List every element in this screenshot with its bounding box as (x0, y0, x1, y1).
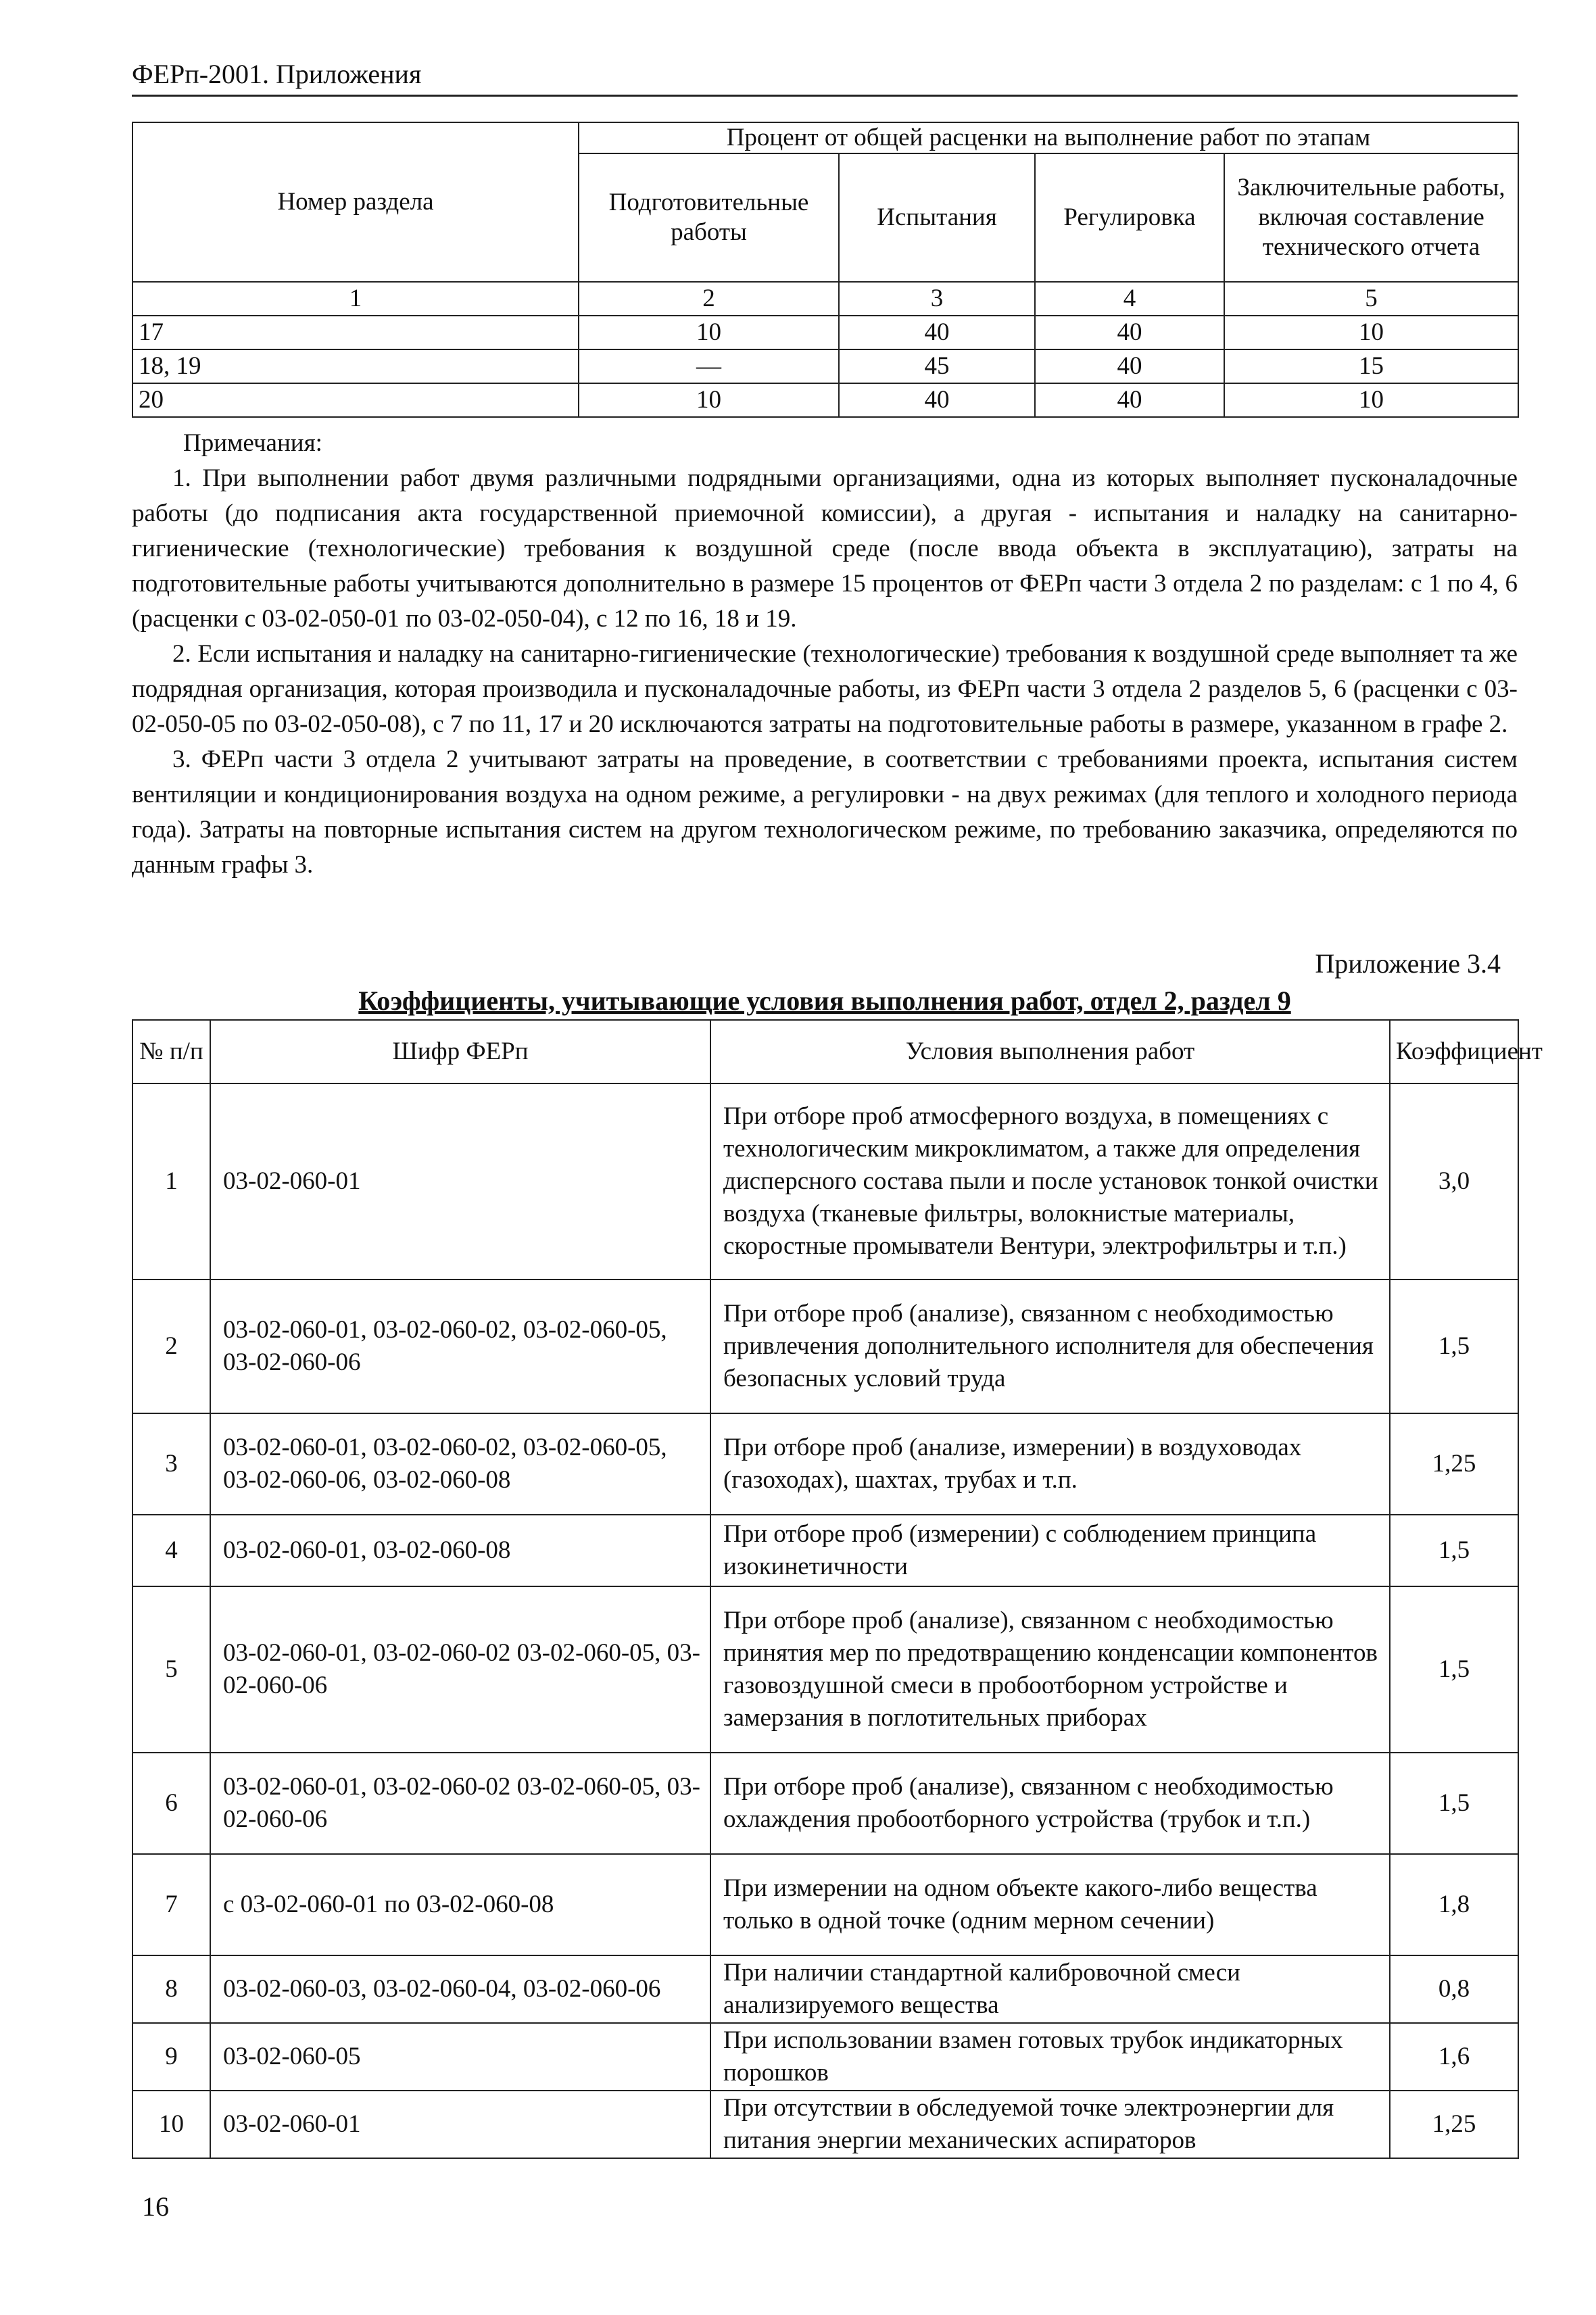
page-header-title: ФЕРп-2001. Приложения (132, 59, 422, 89)
col-num: 2 (579, 282, 839, 316)
conditions-cell: При отборе проб (измерении) с соблюдением принципа изокинетичности (710, 1515, 1390, 1586)
table-row (132, 1854, 1518, 1955)
conditions-cell: При наличии стандартной калибровочной смеси анализируемого вещества (710, 1955, 1390, 2023)
col-num: 4 (1035, 282, 1224, 316)
col-adjust-header: Регулировка (1035, 153, 1224, 282)
table-row (132, 349, 1518, 383)
conditions-cell: При отборе проб (анализе), связанном с необходимостью охлаждения пробоотборного устройства (трубок и т.п.) (710, 1753, 1390, 1854)
col-prep-header: Подготовительные работы (579, 153, 839, 282)
table-row (132, 1955, 1518, 2023)
notes-heading: Примечания: (183, 429, 322, 457)
conditions-cell: При отборе проб (анализе, измерении) в воздуховодах (газоходах), шахтах, трубах и т.п. (710, 1413, 1390, 1515)
table-row (132, 1413, 1518, 1515)
code-cell: 03-02-060-01 (210, 1083, 710, 1280)
note-item: 1. При выполнении работ двумя различными подрядными организациями, одна из которых выполняет пусконаладочные работы (до подписания акта государственной приемочной комиссии), а другая - испытания и наладку на санитарно-гигиенические (технологические) требования к воздушной среде (после ввода объекта в эксплуатацию), затраты на подготовительные работы учитываются дополнительно в размере 15 процентов от ФЕРп части 3 отдела 2 по разделам: с 1 по 4, 6 (расценки с 03-02-050-01 по 03-02-050-04), с 12 по 16, 18 и 19. (132, 464, 1518, 633)
row-number: 7 (132, 1854, 210, 1955)
value-cell: 10 (1224, 383, 1518, 417)
row-number: 10 (132, 2091, 210, 2158)
code-cell: 03-02-060-01, 03-02-060-02, 03-02-060-05, 03-02-060-06 (210, 1280, 710, 1413)
col-num-header: № п/п (132, 1020, 210, 1083)
value-cell: 45 (839, 349, 1035, 383)
table-caption (132, 984, 1518, 1018)
row-number: 3 (132, 1413, 210, 1515)
note-item: 3. ФЕРп части 3 отдела 2 учитывают затраты на проведение, в соответствии с требованиями проекта, испытания систем вентиляции и кондиционирования воздуха на одном режиме, а регулировки - на двух режимах (для теплого и холодного периода года). Затраты на повторные испытания систем на другом технологическом режиме, по требованию заказчика, определяются по данным графы 3. (132, 746, 1518, 879)
coefficient-cell: 1,5 (1390, 1753, 1518, 1854)
col-final-header: Заключительные работы, включая составление технического отчета (1224, 153, 1518, 282)
coefficient-cell: 1,25 (1390, 1413, 1518, 1515)
appendix-label: Приложение 3.4 (1315, 948, 1501, 979)
coefficient-cell: 3,0 (1390, 1083, 1518, 1280)
value-cell: 15 (1224, 349, 1518, 383)
value-cell: 40 (1035, 316, 1224, 349)
row-number: 5 (132, 1586, 210, 1753)
value-cell: 40 (1035, 383, 1224, 417)
group-header: Процент от общей расценки на выполнение работ по этапам (579, 122, 1518, 153)
column-number-row (132, 282, 1518, 316)
row-number: 4 (132, 1515, 210, 1586)
value-cell: 40 (839, 383, 1035, 417)
coefficient-cell: 1,8 (1390, 1854, 1518, 1955)
coefficient-cell: 1,5 (1390, 1586, 1518, 1753)
code-cell: 03-02-060-01, 03-02-060-02 03-02-060-05, 03-02-060-06 (210, 1753, 710, 1854)
note-item: 2. Если испытания и наладку на санитарно-гигиенические (технологические) требования к воздушной среде выполняет та же подрядная организация, которая производила и пусконаладочные работы, из ФЕРп части 3 отдела 2 разделов 5, 6 (расценки с 03-02-050-05 по 03-02-050-08), с 7 по 11, 17 и 20 исключаются затраты на подготовительные работы в размере, указанном в графе 2. (132, 640, 1518, 738)
notes-section (132, 426, 1518, 883)
code-cell: 03-02-060-01 (210, 2091, 710, 2158)
value-cell: 10 (579, 383, 839, 417)
col-num: 5 (1224, 282, 1518, 316)
stage-percentage-table (132, 122, 1519, 418)
table-row (132, 1753, 1518, 1854)
section-cell: 17 (132, 316, 579, 349)
conditions-cell: При отборе проб (анализе), связанном с необходимостью принятия мер по предотвращению конденсации компонентов газовоздушной смеси в пробоотборном устройстве и замерзания в поглотительных приборах (710, 1586, 1390, 1753)
coefficient-cell: 1,5 (1390, 1515, 1518, 1586)
col-num: 1 (132, 282, 579, 316)
row-number: 2 (132, 1280, 210, 1413)
col-coefficient-header: Коэффициент (1390, 1020, 1518, 1083)
table-row (132, 1280, 1518, 1413)
code-cell: 03-02-060-05 (210, 2023, 710, 2091)
coefficient-cell: 0,8 (1390, 1955, 1518, 2023)
conditions-cell: При измерении на одном объекте какого-либо вещества только в одной точке (одним мерном сечении) (710, 1854, 1390, 1955)
coefficients-table (132, 1019, 1543, 2159)
value-cell: 40 (839, 316, 1035, 349)
value-cell: — (579, 349, 839, 383)
coefficient-cell: 1,5 (1390, 1280, 1518, 1413)
value-cell: 40 (1035, 349, 1224, 383)
row-number: 1 (132, 1083, 210, 1280)
table-row (132, 1586, 1518, 1753)
table-row (132, 2091, 1518, 2158)
value-cell: 10 (579, 316, 839, 349)
col-code-header: Шифр ФЕРп (210, 1020, 710, 1083)
col-conditions-header: Условия выполнения работ (710, 1020, 1390, 1083)
col-test-header: Испытания (839, 153, 1035, 282)
table-row (132, 1083, 1518, 1280)
code-cell: 03-02-060-01, 03-02-060-02, 03-02-060-05, 03-02-060-06, 03-02-060-08 (210, 1413, 710, 1515)
code-cell: 03-02-060-01, 03-02-060-08 (210, 1515, 710, 1586)
coefficient-cell: 1,25 (1390, 2091, 1518, 2158)
row-number: 6 (132, 1753, 210, 1854)
table-row (132, 2023, 1518, 2091)
table-row (132, 383, 1518, 417)
table-row (132, 1515, 1518, 1586)
table-row (132, 316, 1518, 349)
table-caption-text: Коэффициенты, учитывающие условия выполнения работ, отдел 2, раздел 9 (358, 985, 1291, 1016)
value-cell: 10 (1224, 316, 1518, 349)
conditions-cell: При использовании взамен готовых трубок индикаторных порошков (710, 2023, 1390, 2091)
page-number: 16 (142, 2191, 169, 2222)
conditions-cell: При отсутствии в обследуемой точке электроэнергии для питания энергии механических аспираторов (710, 2091, 1390, 2158)
code-cell: 03-02-060-03, 03-02-060-04, 03-02-060-06 (210, 1955, 710, 2023)
col-section-header: Номер раздела (132, 122, 579, 282)
code-cell: с 03-02-060-01 по 03-02-060-08 (210, 1854, 710, 1955)
row-number: 9 (132, 2023, 210, 2091)
code-cell: 03-02-060-01, 03-02-060-02 03-02-060-05, 03-02-060-06 (210, 1586, 710, 1753)
section-cell: 18, 19 (132, 349, 579, 383)
conditions-cell: При отборе проб атмосферного воздуха, в помещениях с технологическим микроклиматом, а также для определения дисперсного состава пыли и после установок тонкой очистки воздуха (тканевые фильтры, волокнистые материалы, скоростные промыватели Вентури, электрофильтры и т.п.) (710, 1083, 1390, 1280)
page-header (132, 57, 1518, 97)
row-number: 8 (132, 1955, 210, 2023)
coefficient-cell: 1,6 (1390, 2023, 1518, 2091)
conditions-cell: При отборе проб (анализе), связанном с необходимостью привлечения дополнительного исполнителя для обеспечения безопасных условий труда (710, 1280, 1390, 1413)
section-cell: 20 (132, 383, 579, 417)
col-num: 3 (839, 282, 1035, 316)
